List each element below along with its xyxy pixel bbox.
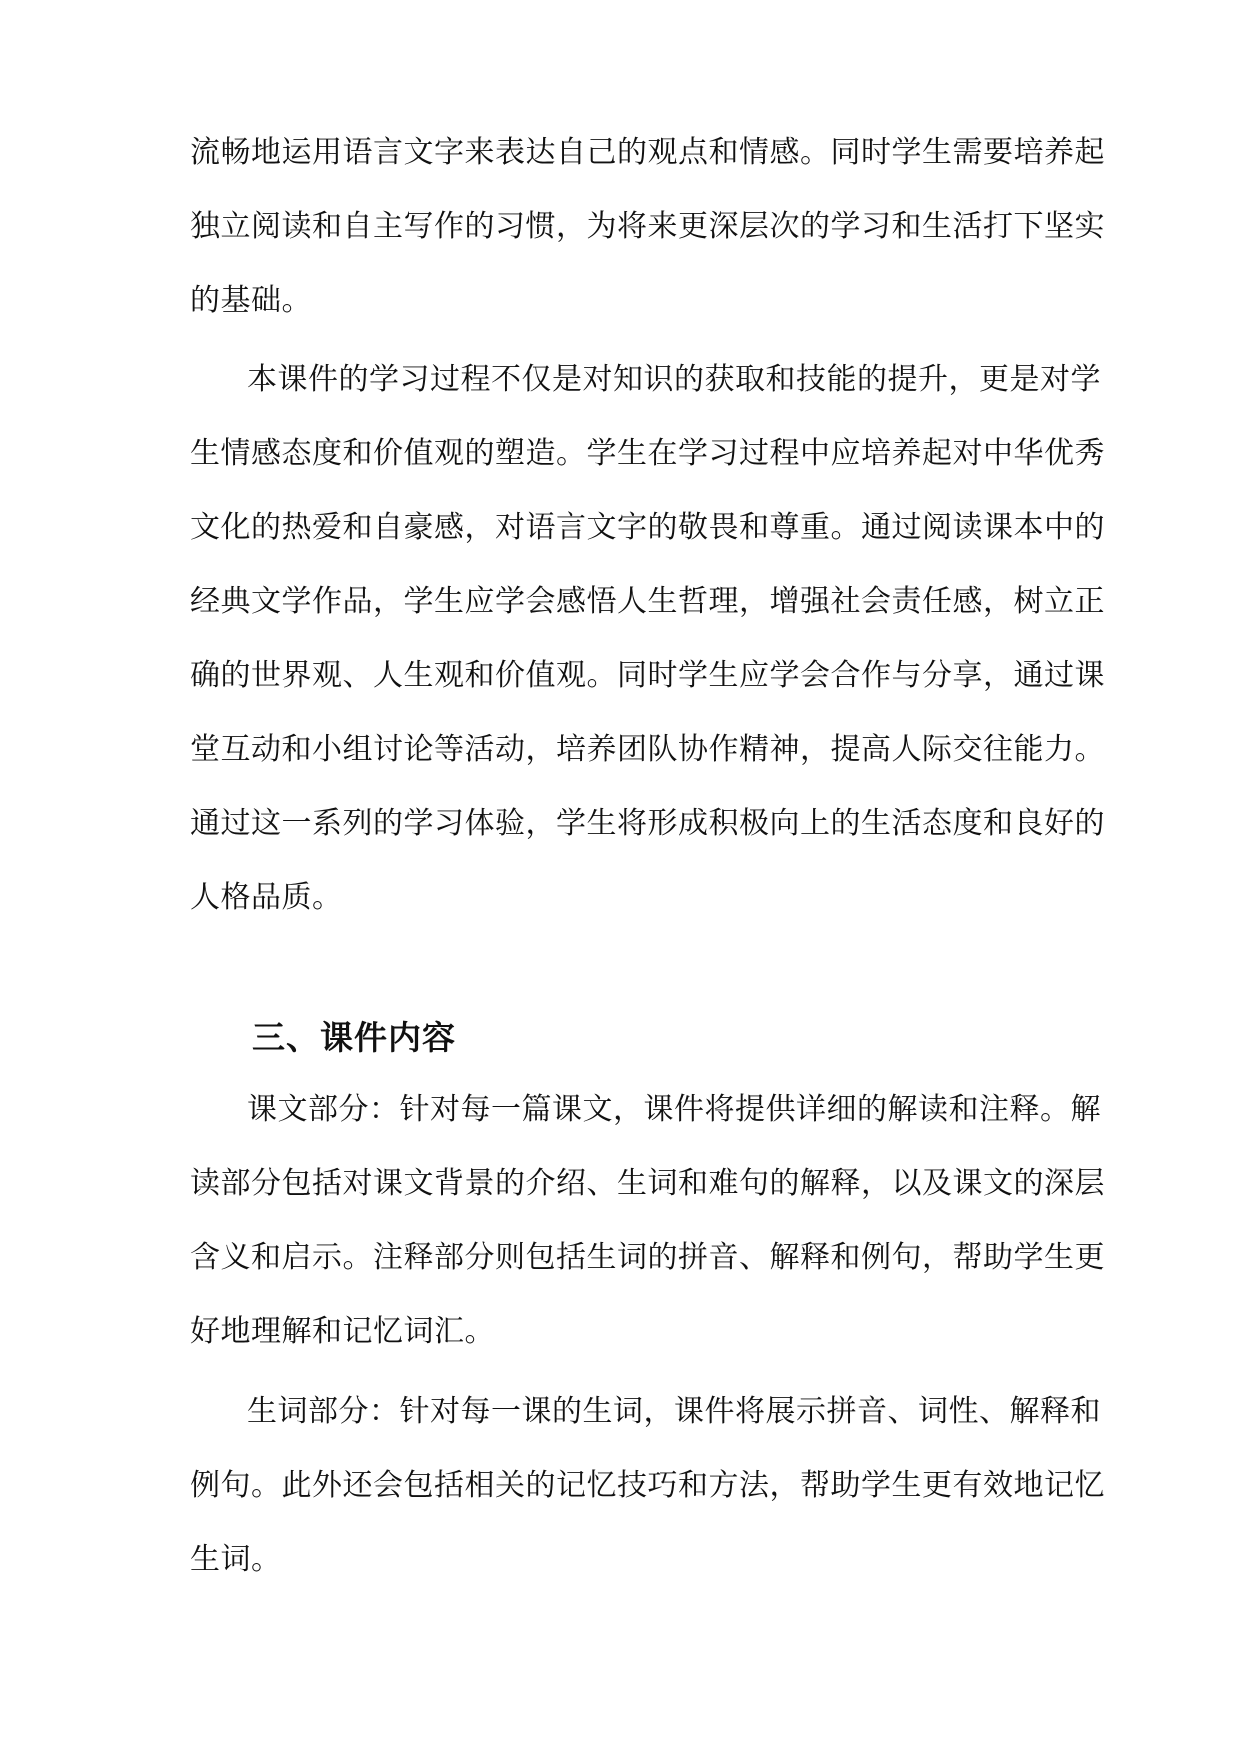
paragraph-line: 堂互动和小组讨论等活动，培养团队协作精神，提高人际交往能力。 [190, 732, 1105, 767]
paragraph-line: 流畅地运用语言文字来表达自己的观点和情感。同时学生需要培养起 [190, 135, 1105, 170]
paragraph-line: 通过这一系列的学习体验，学生将形成积极向上的生活态度和良好的 [190, 806, 1105, 841]
paragraph-line: 人格品质。 [190, 880, 343, 915]
paragraph-line: 本课件的学习过程不仅是对知识的获取和技能的提升，更是对学 [247, 362, 1101, 397]
paragraph-line: 课文部分：针对每一篇课文，课件将提供详细的解读和注释。解 [247, 1092, 1101, 1127]
paragraph-line: 读部分包括对课文背景的介绍、生词和难句的解释，以及课文的深层 [190, 1166, 1105, 1201]
paragraph-line: 生情感态度和价值观的塑造。学生在学习过程中应培养起对中华优秀 [190, 436, 1105, 471]
paragraph-line: 含义和启示。注释部分则包括生词的拼音、解释和例句，帮助学生更 [190, 1240, 1105, 1275]
paragraph-line: 独立阅读和自主写作的习惯，为将来更深层次的学习和生活打下坚实 [190, 209, 1105, 244]
paragraph-line: 生词部分：针对每一课的生词，课件将展示拼音、词性、解释和 [247, 1394, 1101, 1429]
paragraph-line: 例句。此外还会包括相关的记忆技巧和方法，帮助学生更有效地记忆 [190, 1468, 1105, 1503]
paragraph-line: 经典文学作品，学生应学会感悟人生哲理，增强社会责任感，树立正 [190, 584, 1105, 619]
section-heading: 三、课件内容 [252, 1018, 456, 1057]
paragraph-line: 确的世界观、人生观和价值观。同时学生应学会合作与分享，通过课 [190, 658, 1105, 693]
paragraph-line: 文化的热爱和自豪感，对语言文字的敬畏和尊重。通过阅读课本中的 [190, 510, 1105, 545]
paragraph-line: 的基础。 [190, 283, 312, 318]
paragraph-line: 生词。 [190, 1542, 282, 1577]
paragraph-line: 好地理解和记忆词汇。 [190, 1314, 495, 1349]
